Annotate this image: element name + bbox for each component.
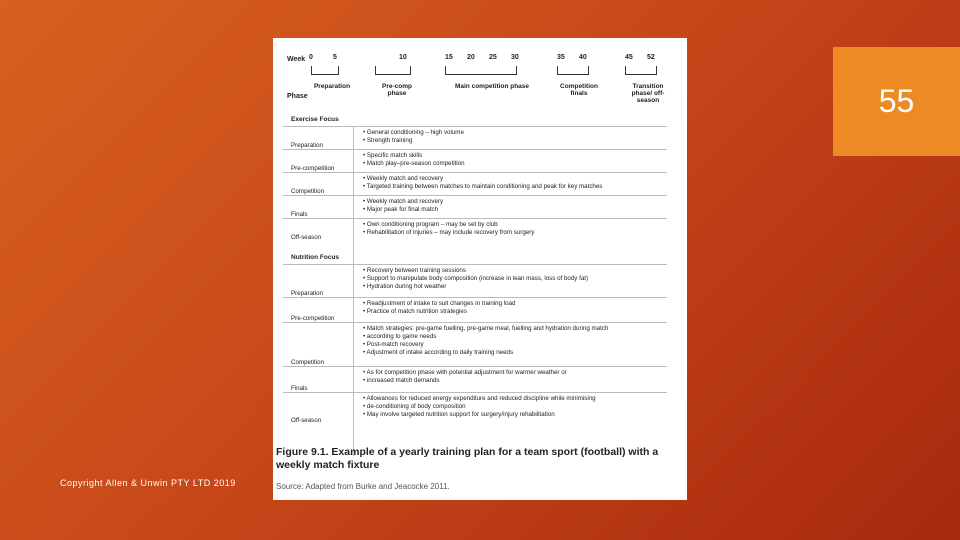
bullet: • Practice of match nutrition strategies — [363, 308, 515, 316]
week-label: Week — [287, 56, 306, 63]
row-label: Finals — [291, 211, 308, 218]
week-tick: 52 — [647, 54, 655, 61]
phase-bracket — [375, 66, 411, 75]
row-label: Off-season — [291, 417, 322, 424]
bullet: • Match play–pre-season competition — [363, 160, 465, 168]
bullet: • Match strategies: pre-game fuelling, pre-game meal, fuelling and hydration during match — [363, 325, 608, 333]
figure-source: Source: Adapted from Burke and Jeacocke 2011. — [276, 482, 450, 491]
phase-name: Competition finals — [560, 83, 598, 97]
week-tick: 20 — [467, 54, 475, 61]
bullet: • de-conditioning of body composition — [363, 403, 596, 411]
week-tick: 45 — [625, 54, 633, 61]
bullet: • Recovery between training sessions — [363, 267, 588, 275]
bullet: • Hydration during hot weather — [363, 283, 588, 291]
phase-bracket — [557, 66, 589, 75]
bullet: • Own conditioning program – may be set by club — [363, 221, 534, 229]
figure-caption: Figure 9.1. Example of a yearly training plan for a team sport (football) with a weekly match fixture — [276, 446, 659, 471]
exercise-heading: Exercise Focus — [291, 116, 339, 123]
week-tick: 25 — [489, 54, 497, 61]
bullet: • according to game needs — [363, 333, 608, 341]
table-row — [283, 392, 667, 425]
bullet: • Major peak for final match — [363, 206, 443, 214]
table-row — [283, 366, 667, 393]
copyright-text: Copyright Allen & Unwin PTY LTD 2019 — [60, 478, 236, 488]
bullet: • Targeted training between matches to maintain conditioning and peak for key matches — [363, 183, 602, 191]
table-row — [283, 149, 667, 173]
bullet: • May involve targeted nutrition support for surgery/injury rehabilitation — [363, 411, 596, 419]
phase-name: Preparation — [313, 83, 351, 90]
table-row — [283, 172, 667, 196]
phase-bracket — [625, 66, 657, 75]
bullet: • General conditioning – high volume — [363, 129, 464, 137]
phase-name: Transition phase/ off-season — [631, 83, 665, 104]
row-label: Pre-competition — [291, 165, 335, 172]
bullet: • Allowances for reduced energy expenditure and reduced discipline while minimising — [363, 395, 596, 403]
slide-number-badge: 55 — [833, 47, 960, 156]
week-tick: 40 — [579, 54, 587, 61]
week-tick: 10 — [399, 54, 407, 61]
week-tick: 30 — [511, 54, 519, 61]
bullet: • Strength training — [363, 137, 464, 145]
bullet: • Weekly match and recovery — [363, 198, 443, 206]
week-tick: 0 — [309, 54, 313, 61]
row-label: Preparation — [291, 290, 323, 297]
bullet: • increased match demands — [363, 377, 567, 385]
table-row — [283, 195, 667, 219]
table-row — [283, 264, 667, 298]
bullet: • Adjustment of intake according to daily training needs — [363, 349, 608, 357]
phase-bracket — [311, 66, 339, 75]
bullet: • Rehabilitation of injuries – may include recovery from surgery — [363, 229, 534, 237]
week-tick: 35 — [557, 54, 565, 61]
bullet: • Weekly match and recovery — [363, 175, 602, 183]
table-row — [283, 126, 667, 150]
row-label: Pre-competition — [291, 315, 335, 322]
row-label: Finals — [291, 385, 308, 392]
bullet: • Readjustment of intake to suit changes in training load — [363, 300, 515, 308]
row-label: Competition — [291, 359, 325, 366]
figure-image — [273, 38, 687, 500]
table-row — [283, 297, 667, 323]
phase-name: Main competition phase — [454, 83, 530, 90]
bullet: • As for competition phase with potential adjustment for warmer weather or — [363, 369, 567, 377]
phase-label: Phase — [287, 93, 308, 100]
table-row — [283, 322, 667, 367]
week-tick: 15 — [445, 54, 453, 61]
row-label: Competition — [291, 188, 325, 195]
bullet: • Specific match skills — [363, 152, 465, 160]
phase-name: Pre-comp phase — [382, 83, 412, 97]
bullet: • Support to manipulate body composition (increase in lean mass, loss of body fat) — [363, 275, 588, 283]
row-label: Preparation — [291, 142, 323, 149]
row-label: Off-season — [291, 234, 322, 241]
bullet: • Post-match recovery — [363, 341, 608, 349]
table-row — [283, 218, 667, 242]
phase-bracket — [445, 66, 517, 75]
week-tick: 5 — [333, 54, 337, 61]
nutrition-heading: Nutrition Focus — [291, 254, 340, 261]
